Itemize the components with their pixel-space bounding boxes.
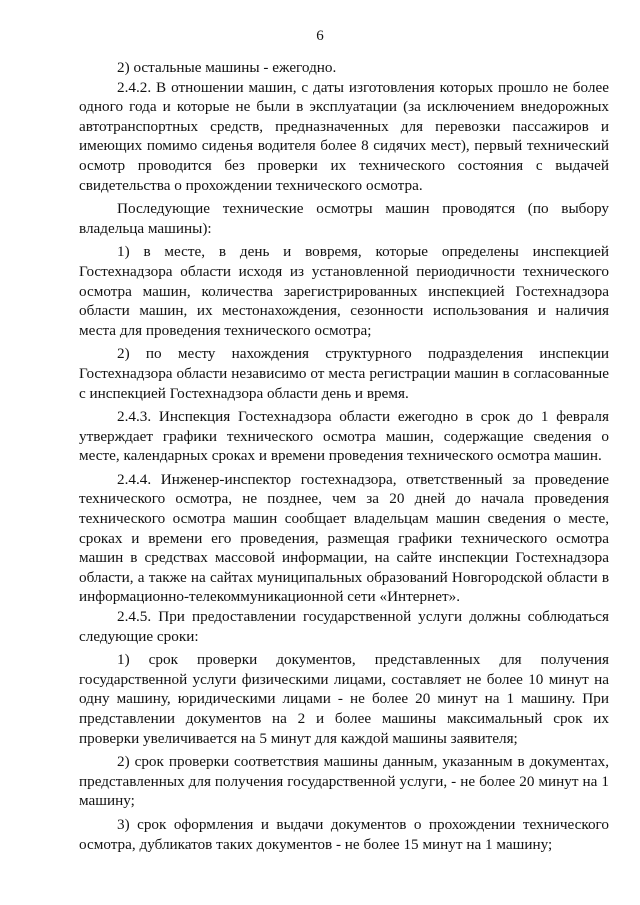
document-body bbox=[79, 58, 609, 854]
paragraph-2-4-2: 2.4.2. В отношении машин, с даты изготовления которых прошло не более одного года и которые не были в эксплуатации (за исключением внедорожных автотранспортных средств, предназначенных для перевозки пассажиров и имеющих помимо сиденья водителя более 8 сидячих мест), первый технический осмотр проводится без проверки их технического состояния с выдачей свидетельства о прохождении технического осмотра. bbox=[79, 78, 609, 194]
paragraph-2-annual-inspection: 2) остальные машины - ежегодно. bbox=[117, 59, 337, 76]
page-number: 6 bbox=[316, 28, 324, 44]
paragraph-deadline-1: 1) срок проверки документов, представленных для получения государственной услуги физическими лицами, составляет не более 10 минут на одну машину, юридическими лицами - не более 20 минут на 1 машину. При представлении документов на 2 и более машины максимальный срок их проверки увеличивается на 5 минут для каждой машины заявителя; bbox=[79, 651, 609, 747]
paragraph-option-2: 2) по месту нахождения структурного подразделения инспекции Гостехнадзора области независимо от места регистрации машин в согласованные с инспекцией Гостехнадзора области день и время. bbox=[79, 345, 609, 402]
paragraph-option-1: 1) в месте, в день и вовремя, которые определены инспекцией Гостехнадзора области исходя из установленной периодичности технического осмотра машин, количества зарегистрированных инспекцией Гостехнадзора области машин, их местонахождения, сезонности использования и наличия места для проведения технического осмотра; bbox=[79, 243, 609, 339]
paragraph-2-4-4: 2.4.4. Инженер-инспектор гостехнадзора, ответственный за проведение технического осмотра, не позднее, чем за 20 дней до начала проведения технического осмотра машин сообщает владельцам машин сведения о месте, сроках и времени его проведения, размещая графики технического осмотра машин в средствах массовой информации, на сайте инспекции Гостехнадзора области, а также на сайтах муниципальных образований Новгородской области в информационно-телекоммуникационной сети «Интернет». bbox=[79, 470, 609, 606]
paragraph-2-4-3: 2.4.3. Инспекция Гостехнадзора области ежегодно в срок до 1 февраля утверждает графики технического осмотра машин, содержащие сведения о месте, календарных сроках и времени проведения технического осмотра машин. bbox=[79, 408, 609, 465]
paragraph-deadline-3: 3) срок оформления и выдачи документов о прохождении технического осмотра, дубликатов таких документов - не более 15 минут на 1 машину; bbox=[79, 815, 609, 853]
paragraph-subsequent-inspections: Последующие технические осмотры машин проводятся (по выбору владельца машины): bbox=[79, 200, 609, 237]
paragraph-2-4-5: 2.4.5. При предоставлении государственной услуги должны соблюдаться следующие сроки: bbox=[79, 608, 609, 645]
paragraph-deadline-2: 2) срок проверки соответствия машины данным, указанным в документах, представленных для получения государственной услуги, - не более 20 минут на 1 машину; bbox=[79, 753, 609, 810]
